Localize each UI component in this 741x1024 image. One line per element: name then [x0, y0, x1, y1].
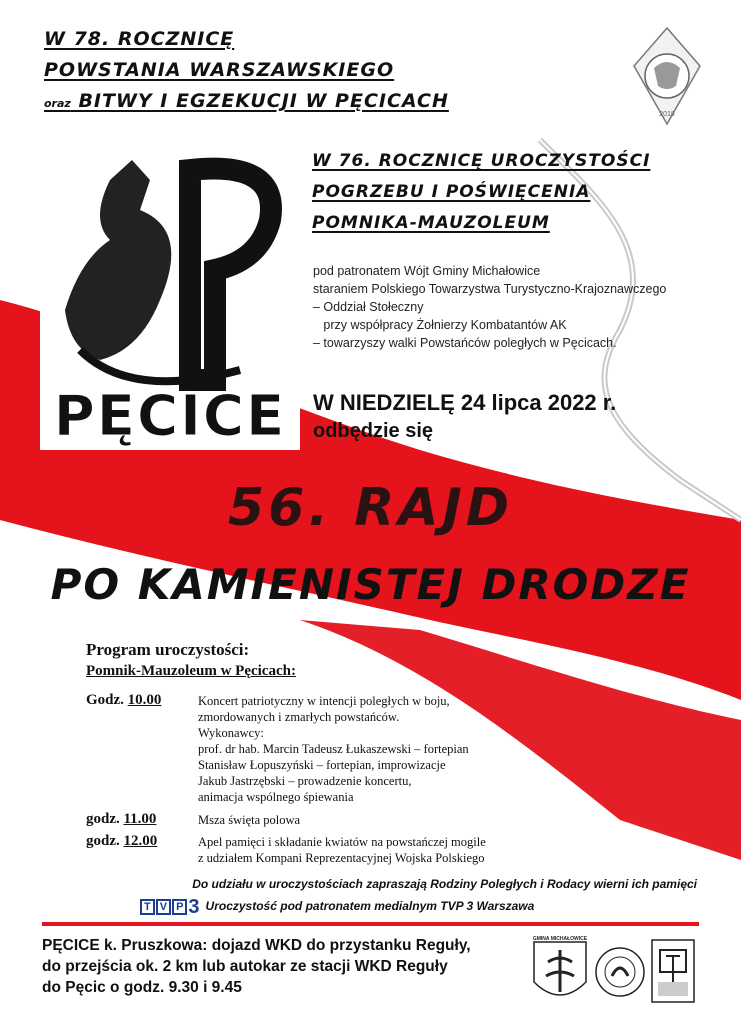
event-date: [313, 388, 616, 446]
tvp-logo-letter: V: [156, 899, 171, 915]
subheader-line-1: W 76. ROCZNICĘ UROCZYSTOŚCI: [312, 151, 651, 171]
header-line-2: POWSTANIA WARSZAWSKIEGO: [44, 59, 395, 81]
patronage-line: – Oddział Stołeczny: [313, 300, 424, 314]
travel-line: do Pęcic o godz. 9.30 i 9.45: [42, 979, 242, 996]
patronage-line: przy współpracy Żołnierzy Kombatantów AK: [313, 318, 567, 332]
patronage-line: pod patronatem Wójt Gminy Michałowice: [313, 264, 541, 278]
tvp-logo-letter: T: [140, 899, 155, 915]
program-line: Wykonawcy:: [198, 726, 264, 740]
program-line: Apel pamięci i składanie kwiatów na powstańczej mogile: [198, 835, 486, 849]
travel-line: PĘCICE k. Pruszkowa: dojazd WKD do przystanku Reguły,: [42, 937, 471, 954]
header-line-1: W 78. ROCZNICĘ: [44, 28, 235, 50]
home-army-cross-emblem: [632, 26, 702, 126]
program-line: prof. dr hab. Marcin Tadeusz Łukaszewski – fortepian: [198, 742, 469, 756]
program-line: animacja wspólnego śpiewania: [198, 790, 354, 804]
program-time-value: 12.00: [123, 833, 158, 849]
program-time-value: 11.00: [123, 811, 157, 827]
program-line: Msza święta polowa: [198, 813, 301, 827]
program-title: Program uroczystości:: [86, 640, 250, 659]
header-line-3-text: BITWY I EGZEKUCJI W PĘCICACH: [78, 90, 449, 112]
ptt-seal-icon: [596, 948, 644, 996]
header-line-3: [44, 86, 449, 119]
program-line: Koncert patriotyczny w intencji poległych w boju,: [198, 694, 450, 708]
patronage-block: [313, 262, 666, 352]
program-time-label: godz.: [86, 811, 120, 827]
subheader-line-2: POGRZEBU I POŚWIĘCENIA: [312, 182, 591, 202]
event-subtitle: PO KAMIENISTEJ DRODZE: [50, 560, 691, 609]
program-description: [198, 834, 486, 866]
tvp-logo-letter: P: [172, 899, 187, 915]
subheader-line-3: POMNIKA-MAUZOLEUM: [312, 213, 550, 233]
travel-line: do przejścia ok. 2 km lub autokar ze stacji WKD Reguły: [42, 958, 448, 975]
pw-badge-icon: [652, 940, 694, 1002]
gmina-crest-label: GMINA MICHAŁOWICE: [532, 936, 588, 942]
subheader-mausoleum: [312, 146, 650, 239]
program-description: [198, 812, 300, 828]
program-heading: [86, 640, 296, 680]
program-description: [198, 693, 469, 805]
program-time-value: 10.00: [127, 692, 162, 708]
media-patronage-text: Uroczystość pod patronatem medialnym TVP 3 Warszawa: [205, 899, 535, 913]
event-date-sub: odbędzie się: [313, 420, 434, 442]
program-line: Stanisław Łopuszyński – fortepian, improwizacje: [198, 758, 446, 772]
header-line-3-prefix: oraz: [44, 97, 71, 110]
program-location: Pomnik-Mauzoleum w Pęcicach:: [86, 663, 296, 679]
event-date-line: W NIEDZIELĘ 24 lipca 2022 r.: [313, 390, 617, 415]
media-patronage: [140, 896, 534, 919]
patronage-line: – towarzyszy walki Powstańców poległych w Pęcicach.: [313, 336, 617, 350]
program-line: zmordowanych i zmarłych powstańców.: [198, 710, 400, 724]
tvp-logo-number: 3: [188, 896, 200, 918]
event-title: 56. RAJD: [227, 478, 514, 538]
program-time: [86, 692, 161, 708]
pecice-logo-text: PĘCICE: [53, 384, 287, 449]
program-time: [86, 811, 156, 827]
emblem-year: 2018: [659, 111, 675, 118]
red-divider: [42, 922, 699, 926]
partner-crests: [530, 932, 700, 1010]
program-time-label: godz.: [86, 833, 120, 849]
invitation-note: Do udziału w uroczystościach zapraszają Rodziny Poległych i Rodacy wierni ich pamięci: [192, 877, 697, 891]
program-time-label: Godz.: [86, 692, 124, 708]
eagle-anchor-logo: [40, 150, 300, 450]
travel-info: [42, 935, 471, 998]
patronage-line: staraniem Polskiego Towarzystwa Turystyczno-Krajoznawczego: [313, 282, 667, 296]
gmina-crest-icon: [533, 936, 588, 995]
program-line: z udziałem Kompani Reprezentacyjnej Wojska Polskiego: [198, 851, 485, 865]
program-time: [86, 833, 157, 849]
header-anniversary: [44, 24, 449, 119]
program-line: Jakub Jastrzębski – prowadzenie koncertu,: [198, 774, 412, 788]
